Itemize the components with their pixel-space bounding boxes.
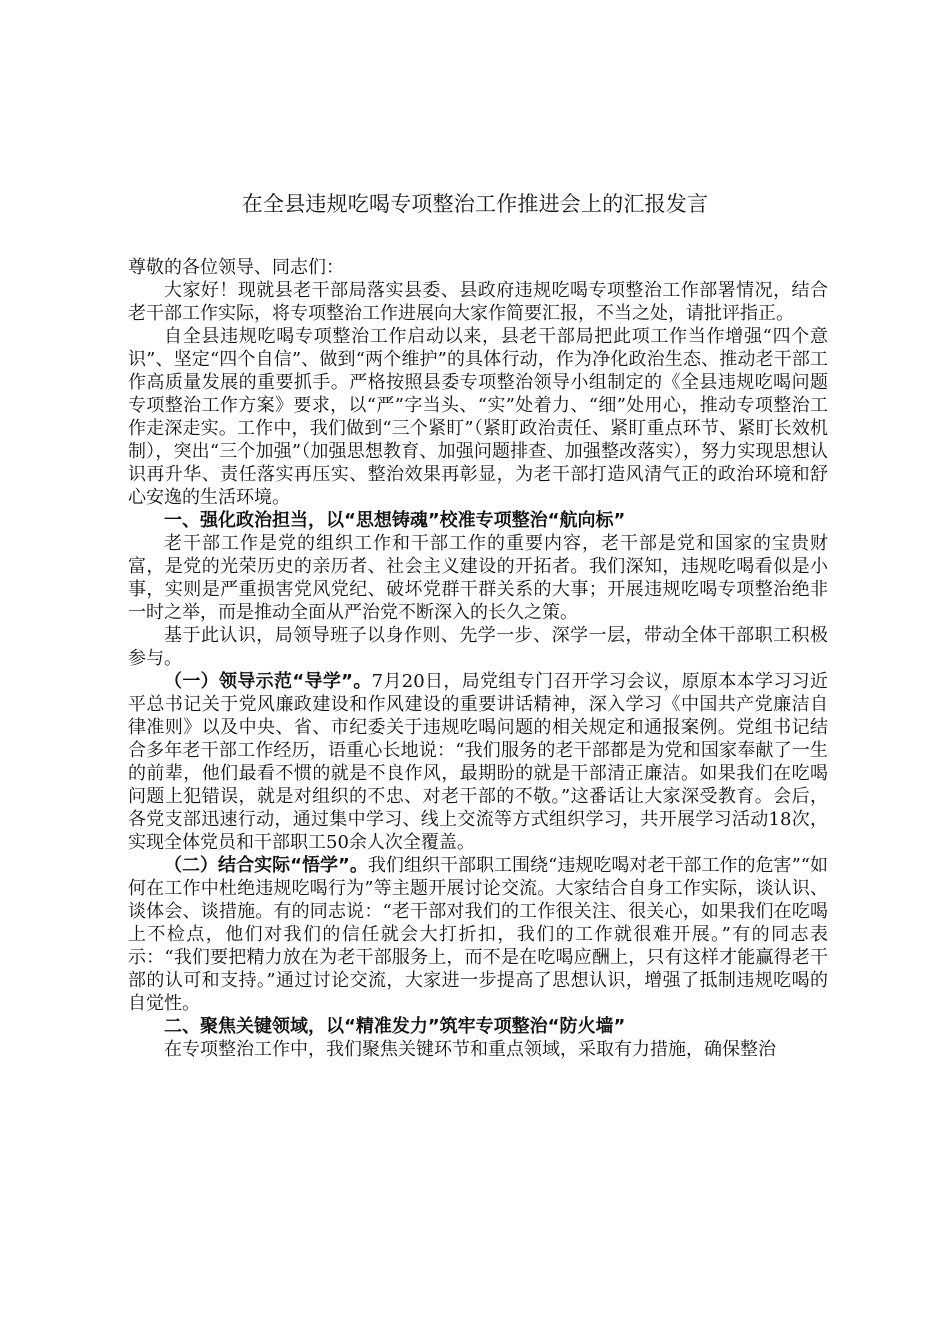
subsection-1-text: 7月20日，局党组专门召开学习会议，原原本本学习习近平总书记关于党风廉政建设和作风建设的重要讲话精神，深入学习《中国共产党廉洁自律准则》以及中央、省、市纪委关于违规吃喝问题的相关规定和通报案例。党组书记结合多年老干部工作经历，语重心长地说：“我们服务的老干部都是为党和国家奉献了一生的前辈，他们最看不惯的就是不良作风，最期盼的就是干部清正廉洁。如果我们在吃喝问题上犯错误，就是对组织的不忠、对老干部的不敬。”这番话让大家深受教育。会后，各党支部迅速行动，通过集中学习、线上交流等方式组织学习，共开展学习活动18次，实现全体党员和干部职工50余人次全覆盖。 [128, 671, 828, 853]
section-heading-2: 二、聚焦关键领域，以“精准发力”筑牢专项整治“防火墙” [164, 1016, 626, 1037]
document-body [128, 256, 828, 1061]
paragraph-section1-summary: 基于此认识，局领导班子以身作则、先学一步、深学一层，带动全体干部职工积极参与。 [128, 625, 828, 669]
subsection-1-lead: （一）领导示范“导学”。 [164, 671, 372, 692]
paragraph-intro: 大家好！现就县老干部局落实县委、县政府违规吃喝专项整治工作部署情况，结合老干部工作实际，将专项整治工作进展向大家作简要汇报，不当之处，请批评指正。 [128, 280, 828, 324]
subsection-2-text: 我们组织干部职工围绕“违规吃喝对老干部工作的危害”“如何在工作中杜绝违规吃喝行为”等主题开展讨论交流。大家结合自身工作实际，谈认识、谈体会、谈措施。有的同志说：“老干部对我们的工作很关注、很关心，如果我们在吃喝上不检点，他们对我们的信任就会大打折扣，我们的工作就很难开展。”有的同志表示：“我们要把精力放在为老干部服务上，而不是在吃喝应酬上，只有这样才能赢得老干部的认可和支持。”通过讨论交流，大家进一步提高了思想认识，增强了抵制违规吃喝的自觉性。 [128, 855, 828, 1014]
paragraph-section1-background: 老干部工作是党的组织工作和干部工作的重要内容，老干部是党和国家的宝贵财富，是党的光荣历史的亲历者、社会主义建设的开拓者。我们深知，违规吃喝看似是小事，实则是严重损害党风党纪、破坏党群干群关系的大事；开展违规吃喝专项整治绝非一时之举，而是推动全面从严治党不断深入的长久之策。 [128, 533, 828, 623]
greeting: 尊敬的各位领导、同志们： [128, 257, 344, 278]
subsection-1 [128, 670, 828, 854]
section-heading-1: 一、强化政治担当，以“思想铸魂”校准专项整治“航向标” [164, 510, 626, 531]
paragraph-overview: 自全县违规吃喝专项整治工作启动以来，县老干部局把此项工作当作增强“四个意识”、坚定“四个自信”、做到“两个维护”的具体行动，作为净化政治生态、推动老干部工作高质量发展的重要抓手。严格按照县委专项整治领导小组制定的《全县违规吃喝问题专项整治工作方案》要求，以“严”字当头、“实”处着力、“细”处用心，推动专项整治工作走深走实。工作中，我们做到“三个紧盯”（紧盯政治责任、紧盯重点环节、紧盯长效机制），突出“三个加强”（加强思想教育、加强问题排查、加强整改落实），努力实现思想认识再升华、责任落实再压实、整治效果再彰显，为老干部打造风清气正的政治环境和舒心安逸的生活环境。 [128, 326, 828, 508]
paragraph-section2-intro: 在专项整治工作中，我们聚焦关键环节和重点领域，采取有力措施，确保整治 [164, 1039, 776, 1060]
subsection-2 [128, 854, 828, 1015]
document-title: 在全县违规吃喝专项整治工作推进会上的汇报发言 [241, 192, 709, 216]
subsection-2-lead: （二）结合实际“悟学”。 [164, 855, 368, 876]
